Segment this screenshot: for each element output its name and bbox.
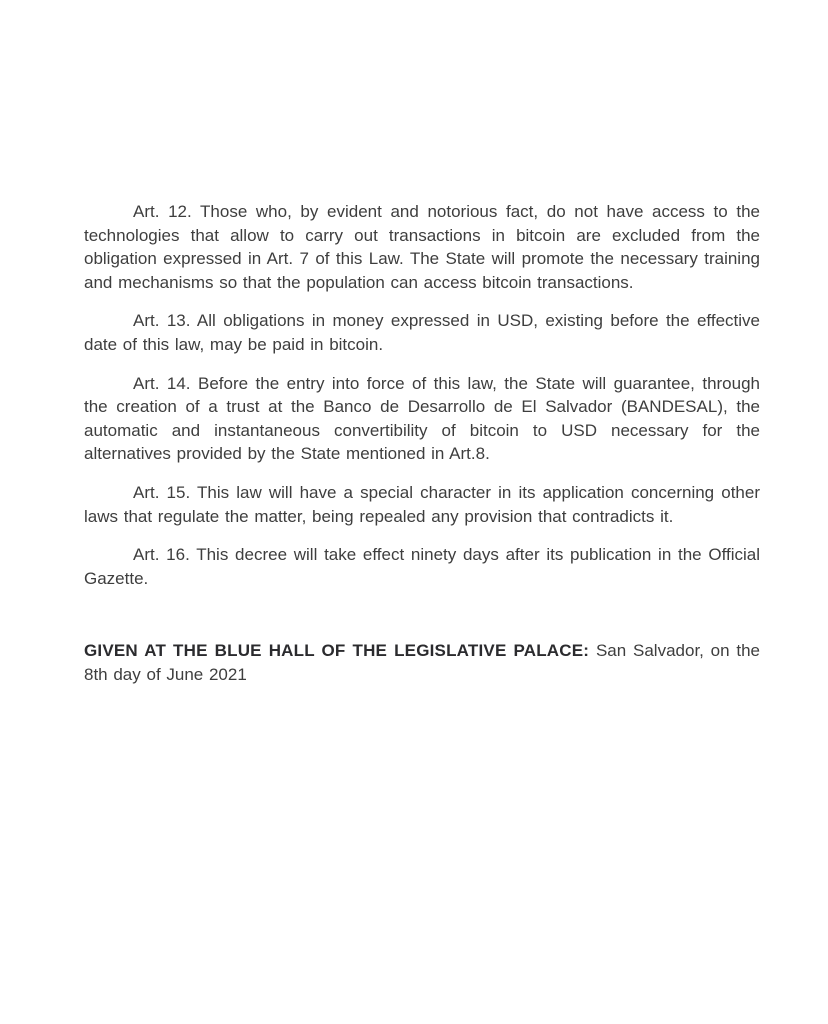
article-14-paragraph	[84, 372, 760, 466]
article-13-paragraph	[84, 309, 760, 356]
article-12-paragraph	[84, 200, 760, 294]
closing-statement	[84, 639, 760, 686]
article-13-text: All obligations in money expressed in USD, existing before the effective date of this law, may be paid in bitcoin.	[84, 311, 760, 354]
article-16-paragraph	[84, 543, 760, 590]
article-12-text: Those who, by evident and notorious fact, do not have access to the technologies that allow to carry out transactions in bitcoin are excluded from the obligation expressed in Art. 7 of this Law. The State will promote the necessary training and mechanisms so that the population can access bitcoin transactions.	[84, 202, 760, 292]
article-16-label: Art. 16.	[133, 545, 190, 565]
closing-statement-bold: GIVEN AT THE BLUE HALL OF THE LEGISLATIVE PALACE:	[84, 641, 590, 661]
article-15-label: Art. 15.	[133, 482, 191, 502]
article-13-label: Art. 13.	[133, 311, 191, 331]
document-text-block	[84, 200, 760, 687]
closing-statement-regular: San Salvador, on the 8th day of June 2021	[84, 641, 761, 684]
article-15-text: This law will have a special character in its application concerning other laws that regulate the matter, being repealed any provision that contradicts it.	[84, 482, 760, 526]
article-16-text: This decree will take effect ninety days after its publication in the Official Gazette.	[84, 545, 760, 588]
article-12-label: Art. 12.	[133, 202, 192, 221]
article-14-text: Before the entry into force of this law, the State will guarantee, through the creation of a trust at the Banco de Desarrollo de El Salvador (BANDESAL), the automatic and instantaneous convertibility of bitcoin to USD necessary for the alternatives provided by the State mentioned in Art.8.	[84, 373, 761, 464]
article-15-paragraph	[84, 481, 760, 528]
article-14-label: Art. 14.	[133, 373, 191, 393]
